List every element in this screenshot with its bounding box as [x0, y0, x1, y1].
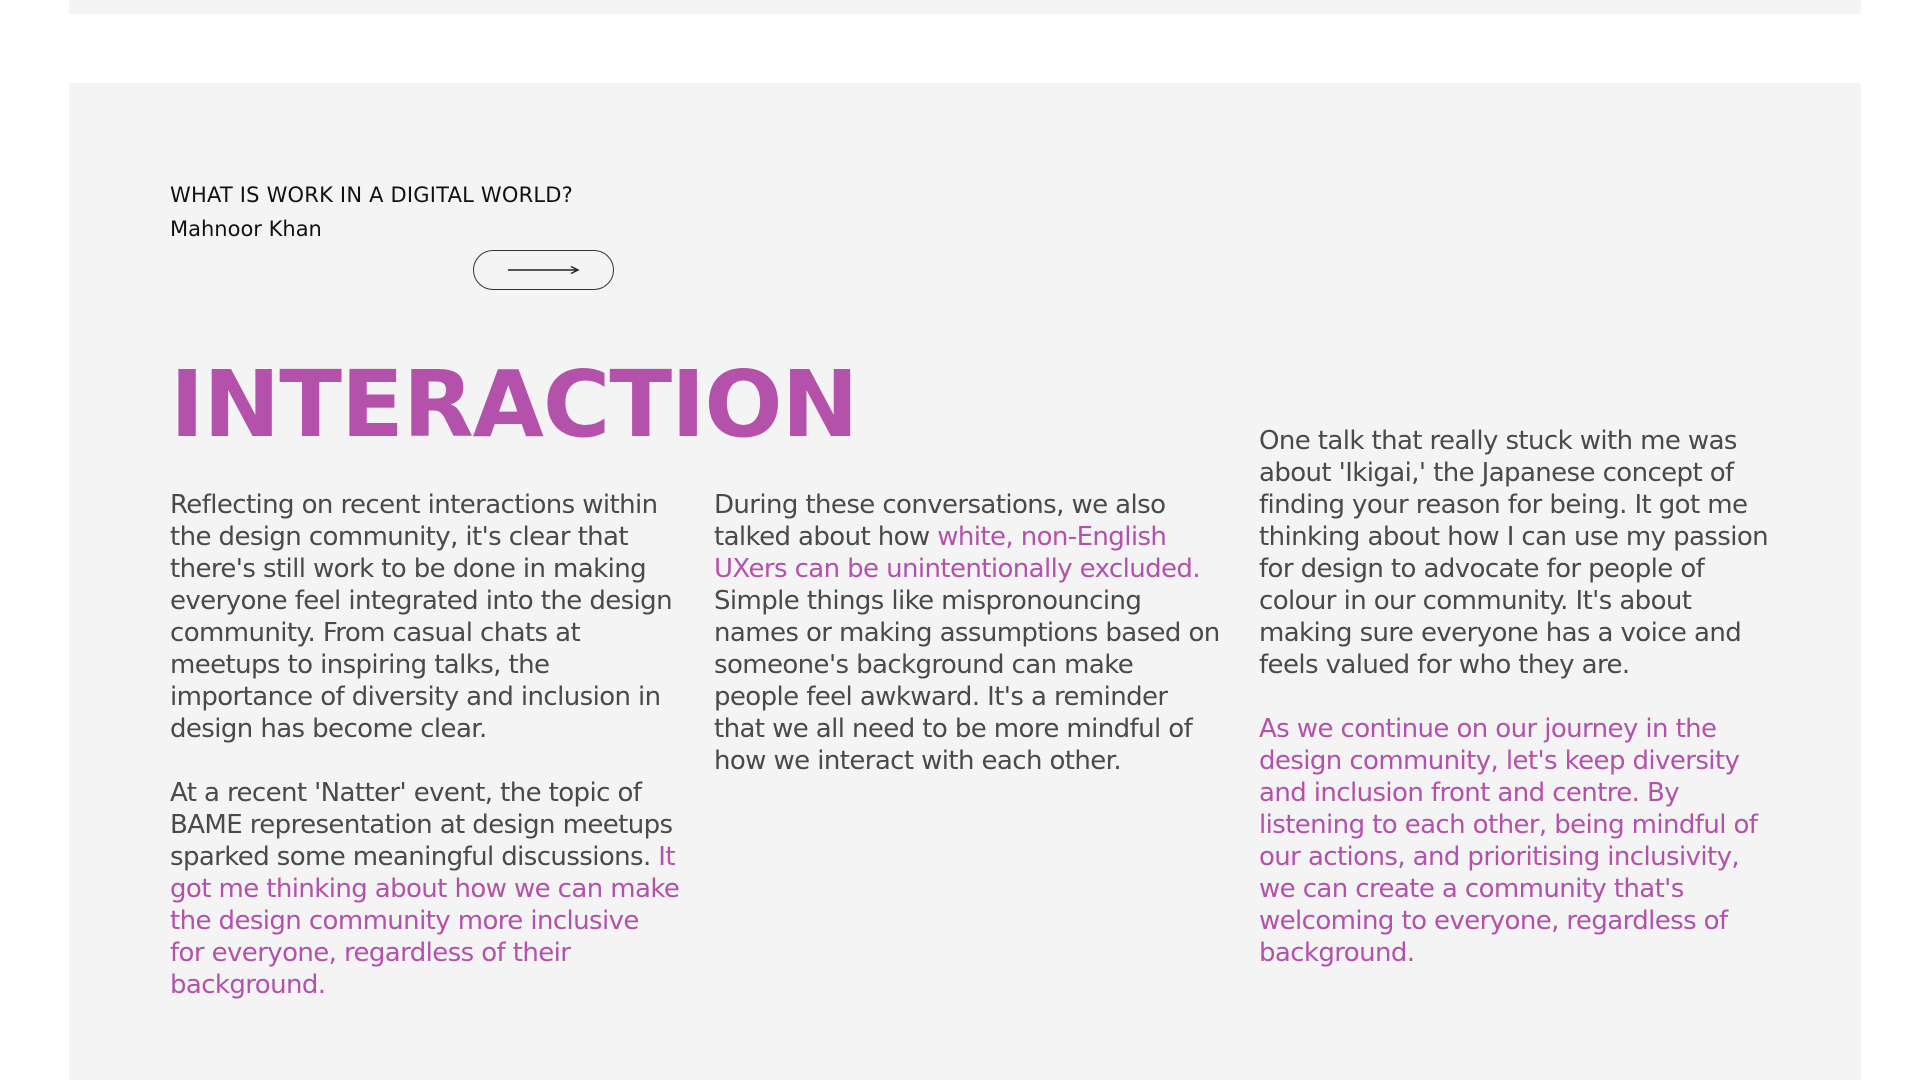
- highlighted-text: white, non-English UXers can be unintentionally excluded.: [714, 522, 1201, 584]
- arrow-right-icon: [507, 265, 581, 275]
- text-column-left: [170, 489, 680, 1033]
- page-title: INTERACTION: [170, 351, 858, 458]
- top-divider-strip: [69, 0, 1861, 14]
- text-column-right: [1259, 425, 1769, 1001]
- highlighted-paragraph: As we continue on our journey in the design community, let's keep diversity and inclusion front and centre. By listening to each other, being mindful of our actions, and prioritising inclusivity, we can create a community that's welcoming to everyone, regardless of background.: [1259, 714, 1758, 968]
- paragraph: One talk that really stuck with me was about 'Ikigai,' the Japanese concept of finding your reason for being. It got me thinking about how I can use my passion for design to advocate for people of colour in our community. It's about making sure everyone has a voice and feels valued for who they are.: [1259, 426, 1769, 680]
- author-name: Mahnoor Khan: [170, 217, 322, 241]
- series-heading: WHAT IS WORK IN A DIGITAL WORLD?: [170, 183, 574, 207]
- text-column-middle: [714, 489, 1224, 809]
- paragraph: [714, 489, 1224, 777]
- paragraph-text: Simple things like mispronouncing names or making assumptions based on someone's background can make people feel awkward. It's a reminder that we all need to be more mindful of how we interact with each other.: [714, 586, 1220, 776]
- paragraph-text: During these conversations, we also talked about how: [714, 490, 1166, 552]
- paragraph: [170, 777, 680, 1001]
- next-arrow-button[interactable]: [473, 250, 614, 290]
- paragraph: Reflecting on recent interactions within the design community, it's clear that there's still work to be done in making everyone feel integrated into the design community. From casual chats at meetups to inspiring talks, the importance of diversity and inclusion in design has become clear.: [170, 490, 672, 744]
- paragraph-text: At a recent 'Natter' event, the topic of BAME representation at design meetups sparked some meaningful discussions.: [170, 778, 673, 872]
- highlighted-text: It got me thinking about how we can make the design community more inclusive for everyone, regardless of their background.: [170, 842, 680, 1000]
